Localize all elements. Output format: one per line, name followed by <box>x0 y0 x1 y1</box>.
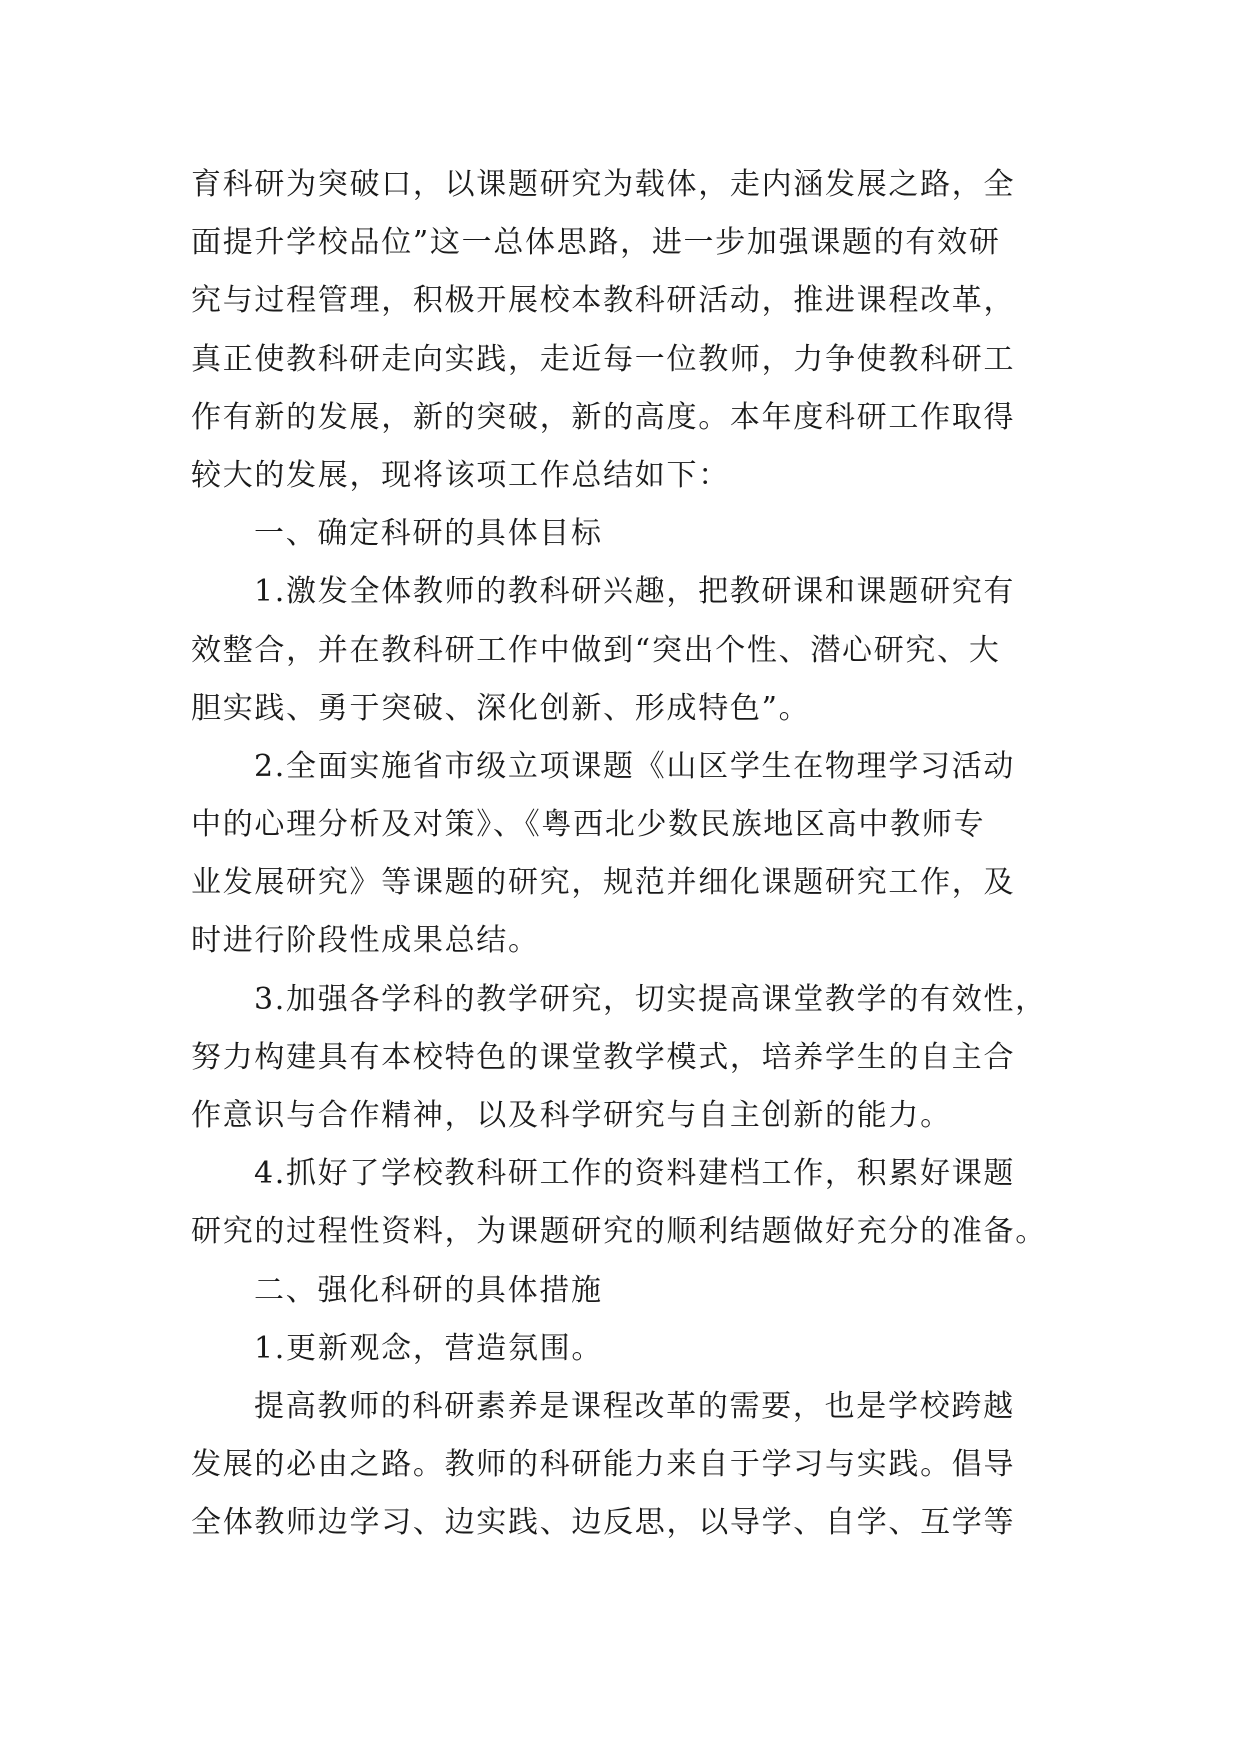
text-line: 研究的过程性资料，为课题研究的顺利结题做好充分的准备。 <box>191 1214 1047 1250</box>
text-line: 时进行阶段性成果总结。 <box>191 923 540 959</box>
text-line: 效整合，并在教科研工作中做到“突出个性、潜心研究、大 <box>191 632 1001 668</box>
text-line: 作意识与合作精神，以及科学研究与自主创新的能力。 <box>191 1098 952 1133</box>
text-line: 较大的发展，现将该项工作总结如下： <box>191 457 730 493</box>
text-line: 2.全面实施省市级立项课题《山区学生在物理学习活动 <box>254 748 1016 784</box>
text-line: 提高教师的科研素养是课程改革的需要，也是学校跨越 <box>254 1388 1015 1424</box>
text-line: 究与过程管理，积极开展校本教科研活动，推进课程改革， <box>191 283 1016 319</box>
text-line: 1.激发全体教师的教科研兴趣，把教研课和课题研究有 <box>254 574 1016 610</box>
text-line: 育科研为突破口，以课题研究为载体，走内涵发展之路，全 <box>191 167 1016 202</box>
text-line: 真正使教科研走向实践，走近每一位教师，力争使教科研工 <box>191 341 1016 377</box>
text-line: 努力构建具有本校特色的课堂教学模式，培养学生的自主合 <box>191 1039 1016 1075</box>
text-line: 4.抓好了学校教科研工作的资料建档工作，积累好课题 <box>254 1156 1016 1192</box>
text-line: 二、强化科研的具体措施 <box>254 1272 603 1308</box>
text-line: 3.加强各学科的教学研究，切实提高课堂教学的有效性， <box>254 981 1047 1017</box>
text-line: 1.更新观念，营造氛围。 <box>254 1330 604 1366</box>
text-line: 中的心理分析及对策》、《粤西北少数民族地区高中教师专 <box>191 807 986 843</box>
text-line: 全体教师边学习、边实践、边反思，以导学、自学、互学等 <box>191 1505 1016 1541</box>
text-line: 面提升学校品位”这一总体思路，进一步加强课题的有效研 <box>191 225 1001 261</box>
text-line: 业发展研究》等课题的研究，规范并细化课题研究工作，及 <box>191 865 1016 901</box>
text-line: 作有新的发展，新的突破，新的高度。本年度科研工作取得 <box>191 399 1016 435</box>
text-line: 一、确定科研的具体目标 <box>254 516 603 552</box>
document-body <box>191 156 1051 1553</box>
text-line: 胆实践、勇于突破、深化创新、形成特色”。 <box>191 690 811 726</box>
text-line: 发展的必由之路。教师的科研能力来自于学习与实践。倡导 <box>191 1447 1016 1483</box>
